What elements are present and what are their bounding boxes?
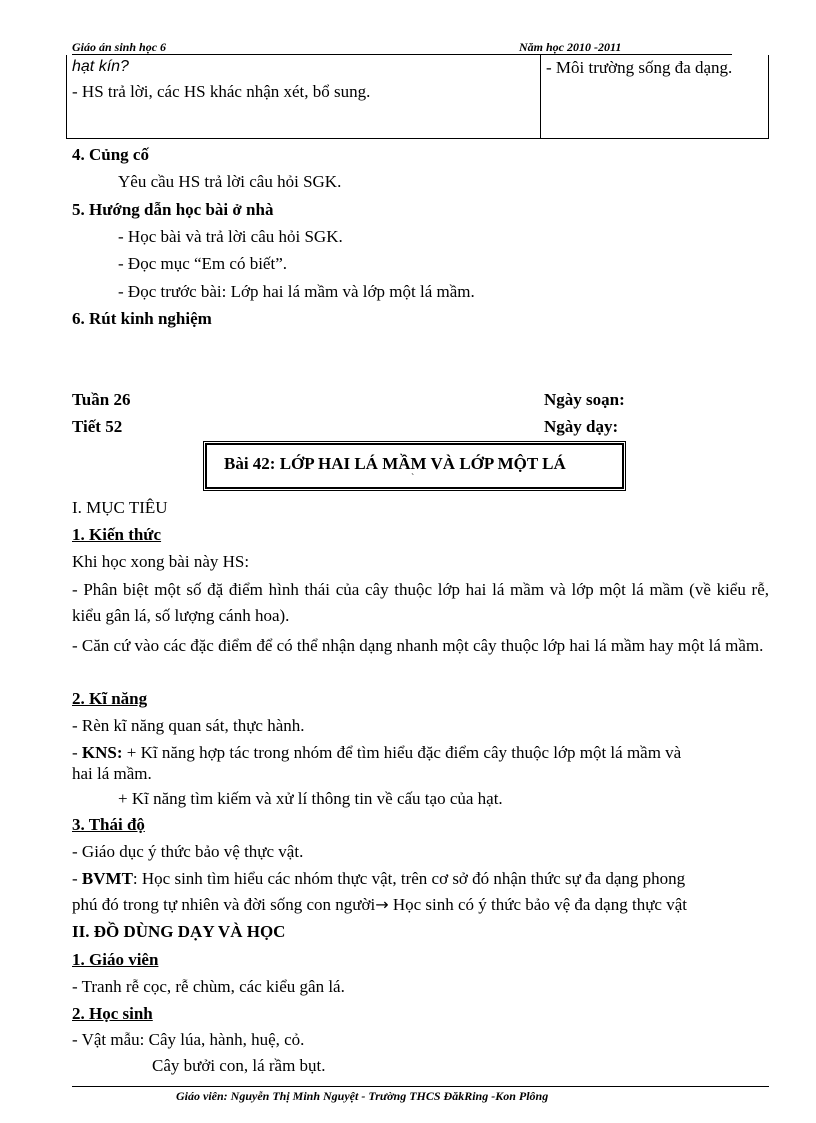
bvmt-label: BVMT [81, 869, 133, 888]
knowledge-title: 1. Kiến thức [72, 525, 162, 544]
part-1-title: I. MỤC TIÊU [72, 498, 168, 517]
knowledge-intro: Khi học xong bài này HS: [72, 552, 250, 571]
footer-rule [72, 1086, 769, 1087]
attitude-bvmt-line: - BVMT: Học sinh tìm hiểu các nhóm thực vật, trên cơ sở đó nhận thức sự đa dạng phong [72, 869, 686, 888]
teacher-line-1: - Tranh rễ cọc, rễ chùm, các kiểu gân lá. [72, 977, 345, 996]
header-rule [72, 54, 732, 55]
section-6-title: 6. Rút kinh nghiệm [72, 309, 212, 328]
skills-kns-2: + Kĩ năng tìm kiếm và xử lí thông tin về cấu tạo của hạt. [118, 789, 503, 808]
section-5-item: - Học bài và trả lời câu hỏi SGK. [118, 227, 343, 246]
student-title: 2. Học sinh [72, 1004, 153, 1023]
prep-date-label: Ngày soạn: [544, 390, 625, 409]
teach-date-label: Ngày dạy: [544, 417, 619, 436]
section-4-title: 4. Củng cố [72, 145, 149, 164]
table-cell-left-line2: - HS trả lời, các HS khác nhận xét, bổ sung. [72, 82, 371, 101]
table-cell-right: - Môi trường sống đa dạng. [546, 58, 733, 77]
section-4-line: Yêu cầu HS trả lời câu hỏi SGK. [118, 172, 342, 191]
attitude-bvmt-cont: phú đó trong tự nhiên và đời sống con người→ Học sinh có ý thức bảo vệ đa dạng thực vật [72, 895, 687, 914]
lesson-title-overflow: ` [411, 473, 415, 484]
week-label: Tuần 26 [72, 390, 131, 409]
teacher-title: 1. Giáo viên [72, 950, 159, 969]
attitude-title: 3. Thái độ [72, 815, 145, 834]
table-cell-left-line1: hạt kín? [72, 58, 129, 75]
section-5-title: 5. Hướng dẫn học bài ở nhà [72, 200, 274, 219]
student-line-2: Cây bưởi con, lá rầm bụt. [152, 1056, 326, 1075]
footer-text: Giáo viên: Nguyễn Thị Minh Nguyệt - Trường THCS ĐăkRing -Kon Plông [176, 1089, 549, 1103]
knowledge-paragraph-2: - Căn cứ vào các đặc điểm để có thể nhận dạng nhanh một cây thuộc lớp hai lá mầm hay một lá mầm. [72, 636, 764, 655]
section-5-item: - Đọc trước bài: Lớp hai lá mầm và lớp một lá mầm. [118, 282, 475, 301]
student-line-1: - Vật mẫu: Cây lúa, hành, huệ, cỏ. [72, 1030, 305, 1049]
kns-label: KNS: [81, 743, 123, 762]
lesson-title: Bài 42: LỚP HAI LÁ MẦM VÀ LỚP MỘT LÁ [224, 454, 566, 473]
skills-title: 2. Kĩ năng [72, 689, 148, 708]
header-left: Giáo án sinh học 6 [72, 40, 167, 54]
skills-kns-cont: hai lá mầm. [72, 764, 152, 783]
skills-line-1: - Rèn kĩ năng quan sát, thực hành. [72, 716, 305, 735]
skills-kns-line: - KNS: + Kĩ năng hợp tác trong nhóm để tìm hiểu đặc điểm cây thuộc lớp một lá mầm và [72, 743, 682, 762]
arrow-icon: → [375, 895, 389, 914]
period-label: Tiết 52 [72, 417, 123, 436]
header-right: Năm học 2010 -2011 [519, 40, 622, 54]
part-2-title: II. ĐỒ DÙNG DẠY VÀ HỌC [72, 922, 286, 941]
attitude-line-1: - Giáo dục ý thức bảo vệ thực vật. [72, 842, 304, 861]
section-5-item: - Đọc mục “Em có biết”. [118, 254, 287, 273]
knowledge-paragraph-1: - Phân biệt một số đặ điểm hình thái của cây thuộc lớp hai lá mầm và lớp một lá mầm (về kiểu rễ, kiểu gân lá, số lượng cánh hoa). [72, 580, 769, 625]
